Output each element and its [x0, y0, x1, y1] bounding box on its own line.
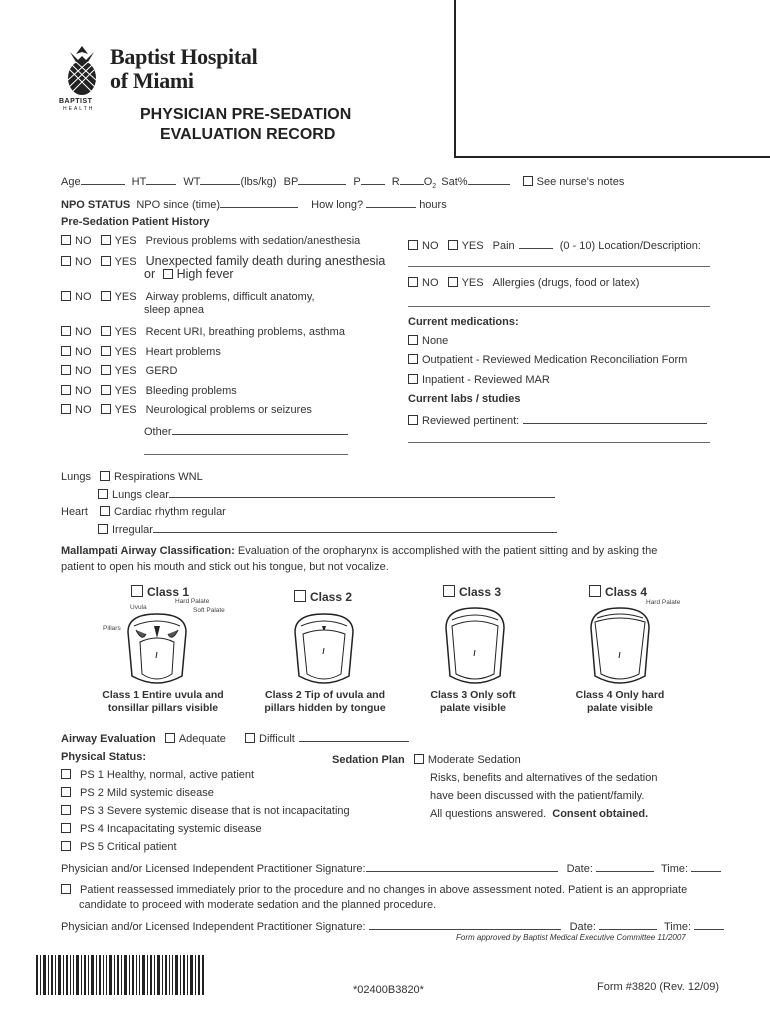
- wt-field[interactable]: [200, 174, 240, 185]
- meds-outpatient: [408, 354, 687, 366]
- labs-reviewed-label: Reviewed pertinent:: [422, 415, 520, 427]
- consent-obtained: Consent obtained.: [552, 808, 649, 820]
- ps5-checkbox[interactable]: [61, 841, 71, 851]
- labs-reviewed-checkbox[interactable]: [408, 415, 418, 425]
- frame-vertical-line: [454, 0, 456, 158]
- pillars-label: Pillars: [103, 625, 121, 632]
- history-row-8: [61, 404, 312, 416]
- airway-adequate-checkbox[interactable]: [165, 733, 175, 743]
- labs-reviewed-field[interactable]: [523, 413, 707, 424]
- airway-adequate-label: Adequate: [178, 733, 226, 745]
- history-3-yes-checkbox[interactable]: [101, 291, 111, 301]
- meds-inpatient-checkbox[interactable]: [408, 374, 418, 384]
- hours-label: hours: [419, 199, 447, 211]
- class1-label: Class 1: [147, 585, 190, 599]
- barcode-text: *02400B3820*: [353, 984, 424, 996]
- date-field-1[interactable]: [596, 861, 654, 872]
- npo-since-field[interactable]: [220, 197, 298, 208]
- date-label-1: Date:: [566, 863, 593, 875]
- reassess-row: [61, 884, 687, 896]
- irregular-checkbox[interactable]: [98, 524, 108, 534]
- r-label: R: [391, 176, 400, 188]
- logo-sub1: BAPTIST: [59, 98, 93, 105]
- hard-palate-label-1: Hard Palate: [175, 598, 210, 605]
- history-8-no-checkbox[interactable]: [61, 404, 71, 414]
- history-2-text: Unexpected family death during anesthesia: [145, 254, 386, 268]
- lungs-clear-field[interactable]: [169, 487, 555, 498]
- history-row-3-cont: sleep apnea: [144, 304, 204, 316]
- no-label: NO: [422, 240, 439, 252]
- class4-checkbox[interactable]: [589, 585, 601, 597]
- history-title: Pre-Sedation Patient History: [61, 216, 210, 228]
- ht-label: HT: [131, 176, 147, 188]
- age-label: Age: [61, 176, 81, 188]
- no-label: NO: [75, 291, 92, 303]
- history-4-yes-checkbox[interactable]: [101, 326, 111, 336]
- cardiac-checkbox[interactable]: [100, 506, 110, 516]
- class3-caption: [398, 689, 548, 715]
- class1-caption: [88, 689, 238, 715]
- pain-field[interactable]: [519, 238, 553, 249]
- airway-difficult-field[interactable]: [299, 731, 409, 742]
- pain-scale-label: (0 - 10) Location/Description:: [559, 240, 701, 252]
- heart-row: [61, 506, 226, 518]
- allergies-row: [408, 277, 639, 289]
- class3-caption-line2: palate visible: [440, 702, 506, 714]
- no-label: NO: [422, 277, 439, 289]
- p-label: P: [353, 176, 361, 188]
- o2-subscript: 2: [432, 183, 437, 191]
- heart-label: Heart: [61, 506, 88, 518]
- wt-unit: (lbs/kg): [240, 176, 277, 188]
- page-title-line1: PHYSICIAN PRE-SEDATION: [140, 106, 352, 123]
- signature-row-1: [61, 861, 721, 875]
- pineapple-logo-icon: [58, 44, 106, 98]
- class3-mouth-drawing: [440, 606, 510, 688]
- class4-caption-line1: Class 4 Only hard: [575, 689, 665, 701]
- ps4-label: PS 4 Incapacitating systemic disease: [80, 823, 262, 835]
- allergies-label: Allergies (drugs, food or latex): [492, 277, 640, 289]
- bp-label: BP: [283, 176, 299, 188]
- ps1-checkbox[interactable]: [61, 769, 71, 779]
- ps-row-2: [61, 787, 214, 799]
- history-3-no-checkbox[interactable]: [61, 291, 71, 301]
- nurse-notes-checkbox[interactable]: [523, 176, 533, 186]
- high-fever-label: High fever: [176, 267, 234, 281]
- class1-checkbox[interactable]: [131, 585, 143, 597]
- airway-row: [61, 731, 409, 745]
- high-fever-checkbox[interactable]: [163, 269, 173, 279]
- class1-caption-line2: tonsillar pillars visible: [107, 702, 219, 714]
- ps-row-5: [61, 841, 177, 853]
- resp-wnl-checkbox[interactable]: [100, 471, 110, 481]
- history-7-yes-checkbox[interactable]: [101, 385, 111, 395]
- irregular-label: Irregular: [112, 524, 153, 536]
- mallampati-title: Mallampati Airway Classification:: [61, 545, 235, 557]
- pain-row: [408, 238, 701, 252]
- lungs-clear-row: [98, 487, 555, 501]
- time-label-1: Time:: [660, 863, 689, 875]
- history-8-text: Neurological problems or seizures: [145, 404, 312, 416]
- ht-field[interactable]: [146, 174, 176, 185]
- history-3-text: Airway problems, difficult anatomy,: [145, 291, 315, 303]
- history-2-no-checkbox[interactable]: [61, 256, 71, 266]
- class4-option: [589, 585, 647, 599]
- meds-none-checkbox[interactable]: [408, 335, 418, 345]
- hard-palate-label-4: Hard Palate: [646, 599, 681, 606]
- frame-horizontal-line: [454, 156, 770, 158]
- date-label-2: Date:: [569, 921, 596, 933]
- class3-option: [443, 585, 501, 599]
- lungs-clear-checkbox[interactable]: [98, 489, 108, 499]
- history-row-6: [61, 365, 177, 377]
- nurse-notes-label: See nurse's notes: [536, 176, 625, 188]
- history-7-no-checkbox[interactable]: [61, 385, 71, 395]
- pain-label: Pain: [492, 240, 515, 252]
- history-row-2-cont: [144, 267, 234, 281]
- lungs-clear-label: Lungs clear: [112, 489, 169, 501]
- uvula-label: Uvula: [130, 604, 147, 611]
- yes-label: YES: [114, 385, 137, 397]
- no-label: NO: [75, 235, 92, 247]
- history-8-yes-checkbox[interactable]: [101, 404, 111, 414]
- class1-caption-line1: Class 1 Entire uvula and: [102, 689, 224, 701]
- meds-title: Current medications:: [408, 316, 519, 328]
- airway-label: Airway Evaluation: [61, 733, 156, 745]
- history-row-1: [61, 235, 360, 247]
- resp-wnl-label: Respirations WNL: [114, 471, 203, 483]
- logo: [58, 44, 108, 106]
- o2-label: O: [423, 176, 433, 188]
- class4-label: Class 4: [605, 585, 648, 599]
- wt-label: WT: [183, 176, 201, 188]
- vitals-row: [61, 174, 624, 190]
- class2-option: [294, 590, 352, 604]
- meds-outpatient-label: Outpatient - Reviewed Medication Reconciliation Form: [422, 354, 688, 366]
- barcode: [36, 955, 204, 995]
- labs-title: Current labs / studies: [408, 393, 521, 405]
- form-number: Form #3820 (Rev. 12/09): [597, 981, 720, 993]
- signature-label-1: Physician and/or Licensed Independent Practitioner Signature:: [61, 863, 366, 875]
- signature-field-1[interactable]: [366, 861, 558, 872]
- class2-checkbox[interactable]: [294, 590, 306, 602]
- class3-label: Class 3: [459, 585, 502, 599]
- class2-caption-line2: pillars hidden by tongue: [264, 702, 386, 714]
- history-4-text: Recent URI, breathing problems, asthma: [145, 326, 345, 338]
- irregular-field[interactable]: [153, 522, 557, 533]
- no-label: NO: [75, 404, 92, 416]
- approval-note: Form approved by Baptist Medical Executive Committee 11/2007: [456, 933, 686, 942]
- yes-label: YES: [461, 240, 484, 252]
- lungs-row: [61, 471, 203, 483]
- other-field[interactable]: [172, 424, 348, 435]
- irregular-row: [98, 522, 557, 536]
- class2-caption: [250, 689, 400, 715]
- time-label-2: Time:: [663, 921, 692, 933]
- sedation-line3: [430, 808, 648, 820]
- allergies-line[interactable]: [408, 306, 710, 307]
- yes-label: YES: [114, 346, 137, 358]
- sedation-label: Sedation Plan: [332, 754, 405, 766]
- cardiac-label: Cardiac rhythm regular: [113, 506, 226, 518]
- npo-row: [61, 197, 447, 211]
- page-title-line2: EVALUATION RECORD: [160, 126, 336, 143]
- signature-label-2: Physician and/or Licensed Independent Practitioner Signature:: [61, 921, 366, 933]
- history-5-yes-checkbox[interactable]: [101, 346, 111, 356]
- class2-mouth-drawing: [289, 612, 359, 688]
- class2-caption-line1: Class 2 Tip of uvula and: [264, 689, 385, 701]
- class4-caption: [545, 689, 695, 715]
- pain-no-checkbox[interactable]: [408, 240, 418, 250]
- meds-outpatient-checkbox[interactable]: [408, 354, 418, 364]
- ps-row-1: [61, 769, 254, 781]
- ps-row-3: [61, 805, 350, 817]
- no-label: NO: [75, 385, 92, 397]
- ps2-checkbox[interactable]: [61, 787, 71, 797]
- history-row-4: [61, 326, 345, 338]
- history-row-3: [61, 291, 315, 303]
- history-1-yes-checkbox[interactable]: [101, 235, 111, 245]
- history-1-no-checkbox[interactable]: [61, 235, 71, 245]
- ps3-checkbox[interactable]: [61, 805, 71, 815]
- history-row-2: [61, 254, 385, 268]
- age-field[interactable]: [81, 174, 125, 185]
- yes-label: YES: [114, 404, 137, 416]
- sedation-line1: Risks, benefits and alternatives of the sedation: [430, 772, 658, 784]
- airway-difficult-label: Difficult: [259, 733, 295, 745]
- sat-label: Sat%: [441, 176, 468, 188]
- yes-label: YES: [114, 291, 137, 303]
- barcode-image: [36, 955, 204, 995]
- how-long-field[interactable]: [366, 197, 416, 208]
- logo-text-line1: Baptist Hospital: [110, 44, 258, 69]
- history-5-no-checkbox[interactable]: [61, 346, 71, 356]
- meds-inpatient: [408, 374, 550, 386]
- lungs-label: Lungs: [61, 471, 91, 483]
- date-field-2[interactable]: [599, 919, 657, 930]
- airway-difficult-checkbox[interactable]: [245, 733, 255, 743]
- pain-description-line[interactable]: [408, 266, 710, 267]
- yes-label: YES: [114, 256, 137, 268]
- yes-label: YES: [461, 277, 484, 289]
- history-6-yes-checkbox[interactable]: [101, 365, 111, 375]
- no-label: NO: [75, 326, 92, 338]
- yes-label: YES: [114, 235, 137, 247]
- history-7-text: Bleeding problems: [145, 385, 237, 397]
- history-row-5: [61, 346, 221, 358]
- moderate-sedation-label: Moderate Sedation: [427, 754, 521, 766]
- history-5-text: Heart problems: [145, 346, 221, 358]
- history-1-text: Previous problems with sedation/anesthesia: [145, 235, 361, 247]
- ps1-label: PS 1 Healthy, normal, active patient: [80, 769, 255, 781]
- meds-none-label: None: [422, 335, 449, 347]
- or-label: or: [144, 267, 156, 281]
- allergies-yes-checkbox[interactable]: [448, 277, 458, 287]
- history-other: [144, 424, 348, 438]
- logo-text-line2: of Miami: [110, 68, 194, 93]
- history-6-no-checkbox[interactable]: [61, 365, 71, 375]
- meds-inpatient-label: Inpatient - Reviewed MAR: [422, 374, 550, 386]
- class2-label: Class 2: [310, 590, 353, 604]
- sat-field[interactable]: [468, 174, 510, 185]
- no-label: NO: [75, 365, 92, 377]
- logo-sub2: HEALTH: [63, 106, 95, 112]
- yes-label: YES: [114, 326, 137, 338]
- history-4-no-checkbox[interactable]: [61, 326, 71, 336]
- mallampati-desc1: [61, 545, 657, 557]
- no-label: NO: [75, 256, 92, 268]
- ps-row-4: [61, 823, 262, 835]
- ps4-checkbox[interactable]: [61, 823, 71, 833]
- class1-mouth-drawing: [122, 612, 192, 688]
- how-long-label: How long?: [311, 199, 364, 211]
- other-field-line2[interactable]: [144, 454, 348, 455]
- ps3-label: PS 3 Severe systemic disease that is not incapacitating: [80, 805, 350, 817]
- npo-since-label: NPO since (time): [136, 199, 221, 211]
- ps5-label: PS 5 Critical patient: [80, 841, 177, 853]
- time-field-2[interactable]: [694, 919, 724, 930]
- labs-line2[interactable]: [408, 442, 710, 443]
- sedation-line2: have been discussed with the patient/family.: [430, 790, 645, 802]
- signature-field-2[interactable]: [369, 919, 561, 930]
- mallampati-desc-text1: Evaluation of the oropharynx is accomplished with the patient sitting and by asking the: [237, 545, 658, 557]
- history-2-yes-checkbox[interactable]: [101, 256, 111, 266]
- physical-title: Physical Status:: [61, 751, 146, 763]
- meds-none: [408, 335, 448, 347]
- history-row-7: [61, 385, 237, 397]
- r-field[interactable]: [400, 174, 424, 185]
- allergies-no-checkbox[interactable]: [408, 277, 418, 287]
- class1-option: [131, 585, 189, 599]
- bp-field[interactable]: [298, 174, 346, 185]
- questions-answered: All questions answered.: [430, 808, 547, 820]
- moderate-sedation-checkbox[interactable]: [414, 754, 424, 764]
- ps2-label: PS 2 Mild systemic disease: [80, 787, 214, 799]
- reassess-text-2: candidate to proceed with moderate sedation and the planned procedure.: [79, 899, 437, 911]
- pain-yes-checkbox[interactable]: [448, 240, 458, 250]
- time-field-1[interactable]: [691, 861, 721, 872]
- class4-mouth-drawing: [585, 606, 655, 688]
- mallampati-desc2: patient to open his mouth and stick out his tongue, but not vocalize.: [61, 561, 389, 573]
- class3-caption-line1: Class 3 Only soft: [430, 689, 516, 701]
- history-6-text: GERD: [145, 365, 178, 377]
- soft-palate-label: Soft Palate: [193, 607, 225, 614]
- class4-caption-line2: palate visible: [587, 702, 653, 714]
- no-label: NO: [75, 346, 92, 358]
- signature-row-2: [61, 919, 724, 933]
- sedation-row: [332, 754, 521, 766]
- other-label: Other: [144, 426, 172, 438]
- reassess-checkbox[interactable]: [61, 884, 71, 894]
- class3-checkbox[interactable]: [443, 585, 455, 597]
- npo-label: NPO STATUS: [61, 199, 131, 211]
- reassess-text-1: Patient reassessed immediately prior to the procedure and no changes in above assessment noted. Patient is an appropriate: [80, 884, 688, 896]
- labs-reviewed: [408, 413, 707, 427]
- p-field[interactable]: [361, 174, 385, 185]
- yes-label: YES: [114, 365, 137, 377]
